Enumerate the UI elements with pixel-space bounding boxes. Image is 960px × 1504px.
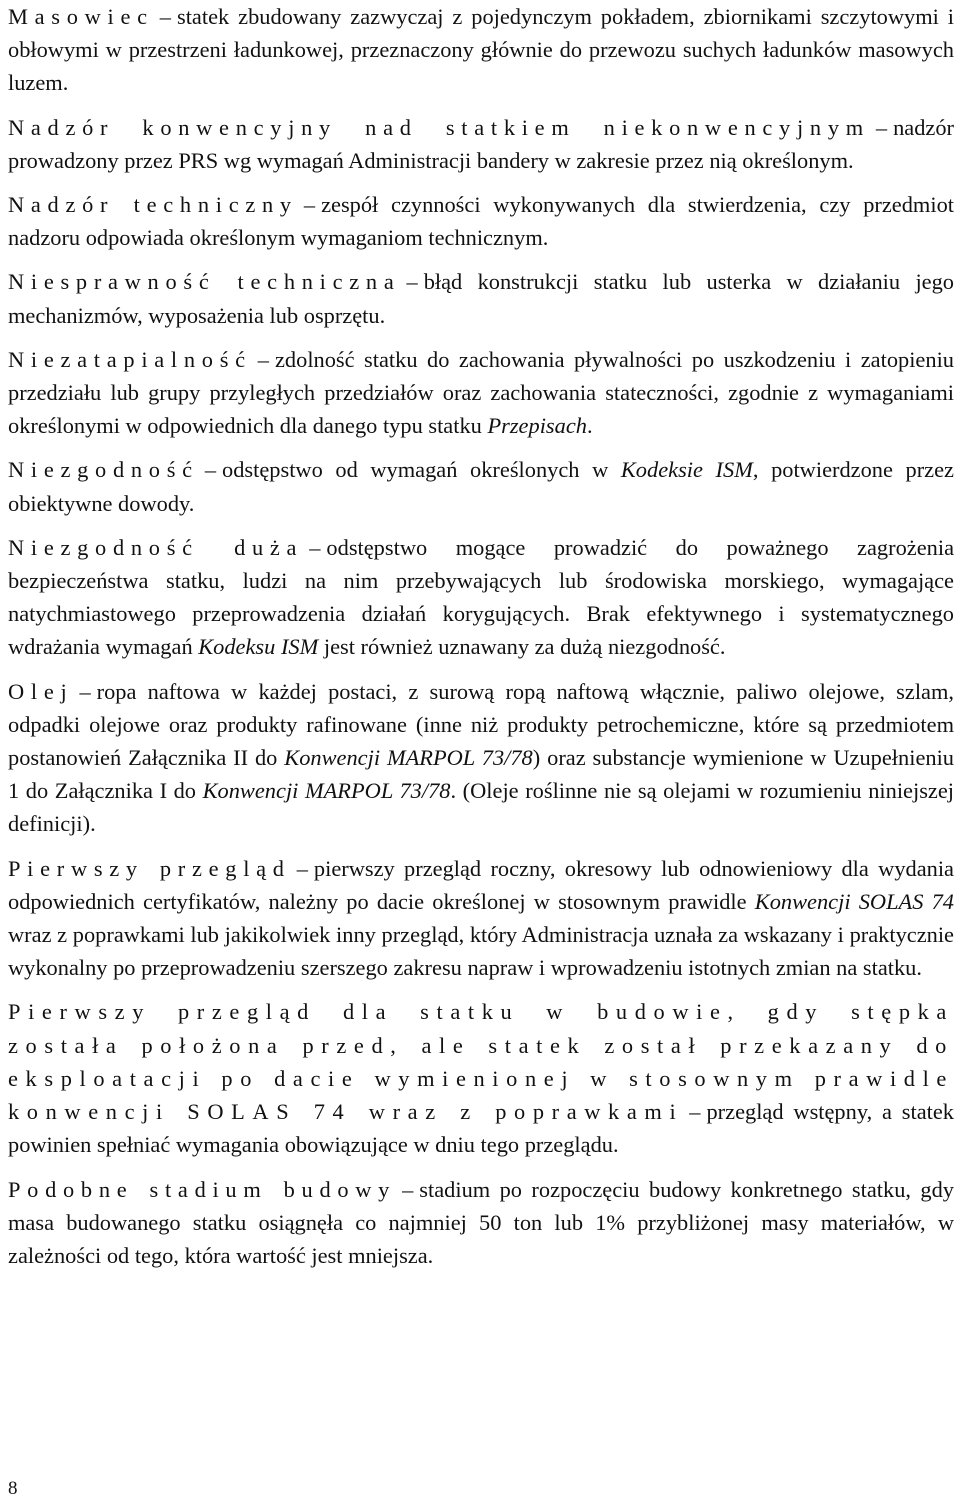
em-dash: – — [79, 678, 91, 704]
definition-text: . — [586, 413, 593, 439]
em-dash: – — [875, 114, 888, 140]
glossary-term: Niesprawność techniczna — [8, 269, 401, 295]
em-dash: – — [402, 1176, 414, 1202]
glossary-term: Niezgodność — [8, 457, 199, 483]
definition-text: , potwierdzone przez obiektywne dowody. — [8, 457, 954, 516]
glossary-entry — [8, 343, 954, 443]
glossary-entry — [8, 111, 954, 177]
glossary-term: Masowiec — [8, 4, 154, 29]
definition-text: ropa naftowa w każdej postaci, z surową ropą naftową włącznie, paliwo olejowe, szlam, odpadki olejowe oraz produkty rafinowane (inne niż produkty petrochemiczne, które są przedmiotem postanowień Załącznika II do — [8, 678, 954, 771]
definition-text: przegląd wstępny, a statek powinien spełniać wymagania obowiązujące w dniu tego przeglądu. — [8, 1099, 954, 1158]
glossary-term: Nadzór konwencyjny nad statkiem niekonwencyjnym — [8, 114, 870, 140]
em-dash: – — [406, 269, 418, 295]
definition-text: nadzór prowadzony przez PRS wg wymagań Administracji bandery w zakresie przez nią określonym. — [8, 114, 954, 173]
glossary-entry — [8, 852, 954, 985]
definition-text: błąd konstrukcji statku lub usterka w działaniu jego mechanizmów, wyposażenia lub osprzętu. — [8, 269, 954, 328]
em-dash: – — [204, 457, 217, 483]
em-dash: – — [296, 855, 308, 881]
glossary-entry — [8, 0, 954, 100]
em-dash: – — [689, 1099, 701, 1125]
definition-text: odstępstwo mogące prowadzić do poważnego zagrożenia bezpieczeństwa statku, ludzi na nim przebywających lub środowiska morskiego, wymagające natychmiastowego przeprowadzenia działań korygujących. Brak efektywnego i systematycznego wdrażania wymagań — [8, 534, 955, 660]
glossary-term: Niezgodność duża — [8, 534, 304, 560]
glossary-term: Podobne stadium budowy — [8, 1176, 397, 1202]
em-dash: – — [309, 534, 321, 560]
glossary-term: Olej — [8, 678, 74, 704]
em-dash: – — [257, 346, 269, 372]
glossary-term: Niezatapialność — [8, 346, 252, 372]
definition-text: zdolność statku do zachowania pływalności po uszkodzeniu i zatopieniu przedziału lub grupy przyległych przedziałów oraz zachowania stateczności, zgodnie z wymaganiami określonymi w odpowiednich dla danego typu statku — [8, 346, 954, 439]
definition-text: odstępstwo od wymagań określonych w — [222, 457, 621, 483]
em-dash: – — [303, 192, 316, 218]
glossary-term: Nadzór techniczny — [8, 192, 298, 218]
glossary-entry — [8, 531, 954, 664]
document-page — [8, 0, 954, 1283]
italic-reference: Konwencji MARPOL 73/78 — [284, 745, 533, 771]
definition-text: wraz z poprawkami lub jakikolwiek inny przegląd, który Administracja uznała za wskazany i praktycznie wykonalny po przeprowadzeniu szerszego zakresu napraw i wprowadzeniu istotnych zmian na statku. — [8, 922, 954, 981]
italic-reference: Konwencji MARPOL 73/78 — [202, 778, 451, 804]
page-number: 8 — [8, 1478, 18, 1499]
italic-reference: Kodeksu ISM — [198, 634, 319, 660]
definition-text: . (Oleje roślinne nie są olejami w rozumieniu niniejszej definicji). — [8, 778, 955, 837]
definition-text: statek zbudowany zazwyczaj z pojedynczym pokładem, zbiornikami szczytowymi i obłowymi w przestrzeni ładunkowej, przeznaczony głównie do przewozu suchych ładunków masowych luzem. — [8, 4, 954, 96]
glossary-term: Pierwszy przegląd — [8, 855, 291, 881]
definition-text: ) oraz substancje wymienione w Uzupełnieniu 1 do Załącznika I do — [8, 745, 954, 804]
italic-reference: Konwencji SOLAS 74 — [754, 888, 954, 914]
glossary-entry — [8, 675, 954, 841]
italic-reference: Przepisach — [487, 413, 587, 439]
glossary-entry — [8, 265, 954, 331]
glossary-term: Pierwszy przegląd dla statku w budowie, gdy stępka została położona przed, ale statek został przekazany do eksploatacji po dacie wymienionej w stosownym prawidle konwencji SOLAS 74 wraz z poprawkami — [8, 999, 954, 1125]
definition-text: pierwszy przegląd roczny, okresowy lub odnowieniowy dla wydania odpowiednich certyfikatów, należny po dacie określonej w stosownym prawidle — [8, 855, 954, 914]
definition-text: zespół czynności wykonywanych dla stwierdzenia, czy przedmiot nadzoru odpowiada określonym wymaganiom technicznym. — [8, 192, 954, 251]
em-dash: – — [159, 4, 171, 29]
italic-reference: Kodeksie ISM — [620, 457, 753, 483]
glossary-entry — [8, 453, 954, 519]
glossary-entry — [8, 1173, 954, 1273]
glossary-definition — [8, 679, 954, 837]
definition-text: stadium po rozpoczęciu budowy konkretnego statku, gdy masa budowanego statku osiągnęła co najmniej 50 ton lub 1% przybliżonej masy materiałów, w zależności od tego, która wartość jest mniejsza. — [8, 1176, 954, 1268]
glossary-entry — [8, 188, 954, 254]
glossary-entry — [8, 995, 954, 1161]
definition-text: jest również uznawany za dużą niezgodność. — [318, 634, 726, 660]
